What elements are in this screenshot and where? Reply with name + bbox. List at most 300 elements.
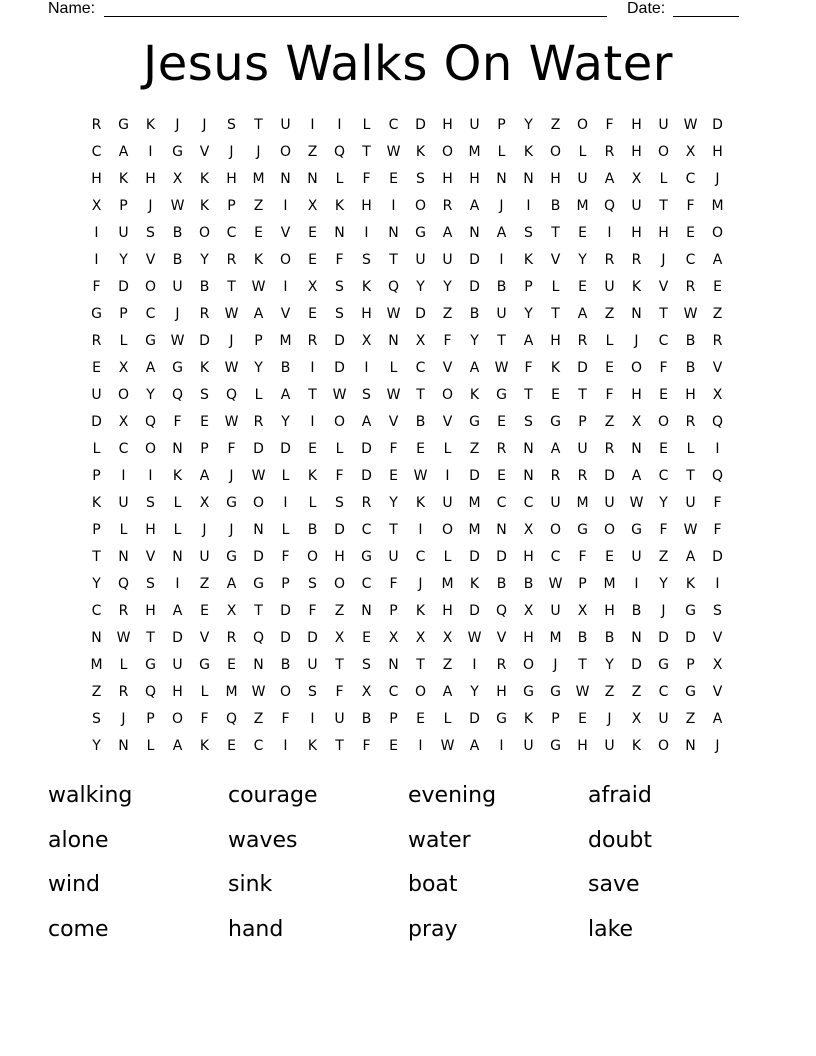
grid-letter: K <box>415 143 426 160</box>
header <box>48 0 748 22</box>
grid-letter: W <box>683 521 698 538</box>
grid-letter: G <box>658 656 669 673</box>
grid-letter: I <box>148 143 153 160</box>
grid-letter: I <box>364 359 369 376</box>
grid-letter: P <box>389 710 398 727</box>
word-list-item: evening <box>408 783 497 808</box>
grid-letter: Q <box>225 710 238 727</box>
grid-letter: Y <box>146 386 155 403</box>
grid-letter: B <box>415 413 426 430</box>
grid-letter: I <box>175 575 180 592</box>
grid-letter: P <box>578 575 587 592</box>
grid-letter: Z <box>307 143 318 160</box>
grid-letter: L <box>497 143 506 160</box>
grid-letter: L <box>578 143 587 160</box>
grid-letter: L <box>686 440 695 457</box>
grid-letter: G <box>577 521 588 538</box>
grid-letter: B <box>199 278 210 295</box>
grid-letter: X <box>361 332 372 349</box>
grid-letter: I <box>310 413 315 430</box>
grid-letter: O <box>603 521 616 538</box>
grid-letter: Q <box>711 467 724 484</box>
word-list-item: wind <box>48 872 101 897</box>
grid-letter: U <box>604 737 615 754</box>
grid-letter: F <box>200 710 209 727</box>
grid-letter: D <box>658 629 669 646</box>
grid-letter: G <box>550 413 561 430</box>
grid-letter: P <box>92 521 101 538</box>
grid-letter: D <box>415 116 426 133</box>
grid-letter: Z <box>658 548 669 565</box>
grid-letter: T <box>254 116 263 133</box>
grid-letter: T <box>389 251 398 268</box>
grid-letter: E <box>416 710 425 727</box>
grid-letter: Y <box>524 116 533 133</box>
grid-letter: H <box>442 170 453 187</box>
grid-letter: S <box>362 386 371 403</box>
grid-letter: H <box>577 737 588 754</box>
grid-letter: U <box>604 278 615 295</box>
grid-letter: C <box>496 494 507 511</box>
grid-letter: L <box>281 467 290 484</box>
grid-letter: U <box>172 656 183 673</box>
word-list-item: lake <box>588 916 634 942</box>
grid-letter: E <box>227 737 236 754</box>
grid-letter: E <box>308 251 317 268</box>
grid-letter: W <box>575 683 590 700</box>
grid-letter: A <box>253 305 264 322</box>
grid-letter: P <box>281 575 290 592</box>
grid-letter: P <box>227 197 236 214</box>
grid-letter: M <box>576 197 589 214</box>
grid-letter: O <box>630 359 643 376</box>
grid-letter: Z <box>604 305 615 322</box>
grid-letter: L <box>335 440 344 457</box>
grid-letter: G <box>118 116 129 133</box>
grid-letter: H <box>523 629 534 646</box>
date-label: Date: <box>627 0 666 17</box>
grid-letter: E <box>389 467 398 484</box>
grid-letter: X <box>685 143 696 160</box>
grid-letter: U <box>631 197 642 214</box>
word-list-item: courage <box>228 783 318 808</box>
grid-letter: G <box>550 737 561 754</box>
grid-letter: T <box>335 656 344 673</box>
grid-letter: T <box>551 305 560 322</box>
grid-letter: P <box>119 197 128 214</box>
grid-letter: L <box>146 737 155 754</box>
grid-letter: N <box>172 548 183 565</box>
grid-letter: U <box>280 116 291 133</box>
grid-letter: M <box>711 197 724 214</box>
grid-letter: L <box>551 278 560 295</box>
grid-letter: G <box>361 548 372 565</box>
grid-letter: R <box>685 413 696 430</box>
grid-letter: T <box>659 305 668 322</box>
grid-letter: U <box>172 278 183 295</box>
grid-letter: G <box>496 386 507 403</box>
grid-letter: K <box>253 251 264 268</box>
grid-letter: O <box>414 683 427 700</box>
grid-letter: E <box>308 305 317 322</box>
grid-letter: I <box>526 197 531 214</box>
grid-letter: T <box>497 332 506 349</box>
grid-letter: P <box>497 116 506 133</box>
grid-letter: I <box>283 197 288 214</box>
grid-letter: B <box>604 629 615 646</box>
grid-letter: S <box>335 278 344 295</box>
grid-letter: A <box>469 197 480 214</box>
grid-letter: K <box>199 170 210 187</box>
grid-letter: E <box>389 170 398 187</box>
grid-letter: R <box>496 440 507 457</box>
grid-letter: U <box>685 494 696 511</box>
grid-letter: P <box>524 278 533 295</box>
grid-letter: F <box>335 683 344 700</box>
grid-letter: R <box>118 683 129 700</box>
grid-letter: J <box>553 656 558 673</box>
grid-letter: X <box>712 656 723 673</box>
grid-letter: I <box>445 467 450 484</box>
grid-letter: L <box>119 332 128 349</box>
grid-letter: A <box>172 602 183 619</box>
grid-letter: L <box>335 170 344 187</box>
grid-letter: I <box>391 197 396 214</box>
grid-letter: E <box>227 656 236 673</box>
grid-letter: R <box>496 656 507 673</box>
grid-letter: N <box>361 602 372 619</box>
grid-letter: T <box>551 224 560 241</box>
grid-letter: U <box>415 251 426 268</box>
grid-letter: N <box>253 656 264 673</box>
grid-letter: C <box>253 737 264 754</box>
grid-letter: C <box>91 602 102 619</box>
grid-letter: R <box>577 332 588 349</box>
grid-letter: A <box>496 224 507 241</box>
grid-letter: D <box>280 629 291 646</box>
grid-letter: H <box>145 602 156 619</box>
grid-letter: T <box>416 656 425 673</box>
grid-letter: H <box>604 602 615 619</box>
grid-letter: U <box>307 656 318 673</box>
grid-letter: I <box>283 494 288 511</box>
grid-letter: H <box>442 602 453 619</box>
grid-letter: O <box>414 197 427 214</box>
grid-letter: G <box>631 521 642 538</box>
grid-letter: X <box>577 602 588 619</box>
grid-letter: V <box>442 413 453 430</box>
grid-letter: O <box>144 278 157 295</box>
grid-letter: U <box>388 548 399 565</box>
grid-letter: I <box>310 710 315 727</box>
grid-letter: F <box>335 251 344 268</box>
grid-letter: M <box>549 629 562 646</box>
grid-letter: S <box>146 575 155 592</box>
grid-letter: Q <box>711 413 724 430</box>
grid-letter: U <box>658 116 669 133</box>
grid-letter: G <box>496 710 507 727</box>
grid-letter: P <box>686 656 695 673</box>
grid-letter: N <box>388 224 399 241</box>
grid-letter: N <box>469 224 480 241</box>
grid-letter: R <box>361 494 372 511</box>
grid-letter: A <box>685 548 696 565</box>
grid-letter: O <box>441 143 454 160</box>
grid-letter: A <box>172 737 183 754</box>
grid-letter: N <box>307 170 318 187</box>
grid-letter: M <box>603 575 616 592</box>
grid-letter: X <box>712 386 723 403</box>
grid-letter: T <box>308 386 317 403</box>
grid-letter: Q <box>171 386 184 403</box>
word-list-item: alone <box>48 827 109 853</box>
grid-letter: Q <box>117 575 130 592</box>
grid-letter: F <box>686 197 695 214</box>
grid-letter: Z <box>550 116 561 133</box>
grid-letter: E <box>605 359 614 376</box>
grid-letter: K <box>361 278 372 295</box>
grid-letter: D <box>469 278 480 295</box>
grid-letter: F <box>92 278 101 295</box>
grid-letter: O <box>657 737 670 754</box>
grid-letter: H <box>631 116 642 133</box>
grid-letter: A <box>442 224 453 241</box>
grid-letter: G <box>145 332 156 349</box>
grid-letter: J <box>202 521 207 538</box>
grid-letter: U <box>550 494 561 511</box>
grid-letter: U <box>469 116 480 133</box>
grid-letter: V <box>145 548 156 565</box>
grid-letter: N <box>388 332 399 349</box>
grid-letter: K <box>199 737 210 754</box>
grid-letter: I <box>283 278 288 295</box>
grid-letter: Y <box>281 413 290 430</box>
grid-letter: Z <box>712 305 723 322</box>
grid-letter: C <box>118 440 129 457</box>
grid-letter: F <box>659 359 668 376</box>
grid-letter: R <box>226 251 237 268</box>
grid-letter: V <box>199 143 210 160</box>
grid-letter: T <box>92 548 101 565</box>
grid-letter: N <box>631 305 642 322</box>
grid-letter: Z <box>91 683 102 700</box>
grid-letter: O <box>279 683 292 700</box>
grid-letter: H <box>91 170 102 187</box>
grid-letter: Q <box>225 386 238 403</box>
grid-letter: W <box>224 413 239 430</box>
word-list-item: boat <box>408 872 458 897</box>
grid-letter: K <box>523 251 534 268</box>
grid-letter: C <box>361 575 372 592</box>
grid-letter: Q <box>603 197 616 214</box>
grid-letter: L <box>308 494 317 511</box>
grid-letter: R <box>118 602 129 619</box>
grid-letter: F <box>281 710 290 727</box>
grid-letter: T <box>254 602 263 619</box>
grid-letter: W <box>413 467 428 484</box>
grid-letter: Y <box>659 575 668 592</box>
grid-letter: B <box>685 332 696 349</box>
grid-letter: I <box>418 521 423 538</box>
grid-letter: K <box>523 143 534 160</box>
grid-letter: U <box>334 710 345 727</box>
grid-letter: F <box>713 521 722 538</box>
grid-letter: M <box>279 332 292 349</box>
grid-letter: K <box>415 602 426 619</box>
grid-letter: P <box>254 332 263 349</box>
grid-letter: J <box>715 737 720 754</box>
grid-letter: J <box>661 602 666 619</box>
word-list-item: sink <box>228 872 273 897</box>
grid-letter: D <box>91 413 102 430</box>
grid-letter: J <box>607 710 612 727</box>
grid-letter: Z <box>442 656 453 673</box>
grid-letter: I <box>310 116 315 133</box>
grid-letter: B <box>550 197 561 214</box>
grid-letter: I <box>94 224 99 241</box>
grid-letter: S <box>308 575 317 592</box>
grid-letter: L <box>200 683 209 700</box>
grid-letter: G <box>523 683 534 700</box>
grid-letter: W <box>251 683 266 700</box>
grid-letter: X <box>631 170 642 187</box>
grid-letter: K <box>550 359 561 376</box>
grid-letter: D <box>469 710 480 727</box>
grid-letter: U <box>442 251 453 268</box>
grid-letter: V <box>280 224 291 241</box>
grid-letter: J <box>175 305 180 322</box>
grid-letter: E <box>308 440 317 457</box>
word-list-item: afraid <box>588 783 652 808</box>
grid-letter: I <box>364 224 369 241</box>
grid-letter: D <box>604 467 615 484</box>
grid-letter: N <box>523 440 534 457</box>
grid-letter: O <box>117 386 130 403</box>
grid-letter: A <box>712 251 723 268</box>
grid-letter: O <box>711 224 724 241</box>
grid-letter: E <box>200 602 209 619</box>
grid-letter: F <box>524 359 533 376</box>
grid-letter: O <box>144 440 157 457</box>
grid-letter: D <box>334 521 345 538</box>
grid-letter: R <box>91 332 102 349</box>
grid-letter: U <box>658 710 669 727</box>
grid-letter: A <box>118 143 129 160</box>
grid-letter: T <box>335 737 344 754</box>
grid-letter: X <box>199 494 210 511</box>
grid-letter: D <box>469 548 480 565</box>
grid-letter: L <box>443 548 452 565</box>
grid-letter: J <box>175 116 180 133</box>
grid-letter: Z <box>604 413 615 430</box>
grid-letter: O <box>333 575 346 592</box>
grid-letter: G <box>253 575 264 592</box>
grid-letter: C <box>91 143 102 160</box>
grid-letter: I <box>310 359 315 376</box>
grid-letter: B <box>280 359 291 376</box>
grid-letter: A <box>712 710 723 727</box>
grid-letter: P <box>92 467 101 484</box>
grid-letter: H <box>145 521 156 538</box>
grid-letter: Y <box>659 494 668 511</box>
grid-letter: M <box>441 575 454 592</box>
grid-letter: O <box>333 413 346 430</box>
grid-letter: M <box>468 494 481 511</box>
grid-letter: K <box>334 197 345 214</box>
grid-letter: H <box>361 305 372 322</box>
grid-letter: O <box>306 548 319 565</box>
grid-letter: E <box>497 467 506 484</box>
grid-letter: H <box>226 170 237 187</box>
grid-letter: R <box>307 332 318 349</box>
grid-letter: J <box>418 575 423 592</box>
grid-letter: L <box>362 116 371 133</box>
grid-letter: S <box>308 683 317 700</box>
grid-letter: R <box>442 197 453 214</box>
grid-letter: U <box>91 386 102 403</box>
word-list-item: hand <box>228 916 284 942</box>
grid-letter: W <box>683 116 698 133</box>
grid-letter: B <box>577 629 588 646</box>
grid-letter: Z <box>334 602 345 619</box>
grid-letter: H <box>685 386 696 403</box>
grid-letter: W <box>386 305 401 322</box>
grid-letter: B <box>172 224 183 241</box>
grid-letter: X <box>307 278 318 295</box>
grid-letter: I <box>715 440 720 457</box>
grid-letter: A <box>145 359 156 376</box>
grid-letter: D <box>469 251 480 268</box>
grid-letter: I <box>634 575 639 592</box>
grid-letter: N <box>253 521 264 538</box>
grid-letter: H <box>145 170 156 187</box>
grid-letter: L <box>173 521 182 538</box>
grid-letter: F <box>389 440 398 457</box>
grid-letter: G <box>199 656 210 673</box>
grid-letter: A <box>604 170 615 187</box>
page-title: Jesus Walks On Water <box>143 36 673 92</box>
grid-letter: Q <box>495 602 508 619</box>
grid-letter: D <box>469 467 480 484</box>
grid-letter: Y <box>470 683 479 700</box>
grid-letter: C <box>415 548 426 565</box>
grid-letter: X <box>415 332 426 349</box>
grid-letter: H <box>523 548 534 565</box>
grid-letter: H <box>631 143 642 160</box>
grid-letter: C <box>415 359 426 376</box>
grid-letter: X <box>523 521 534 538</box>
grid-letter: U <box>577 170 588 187</box>
grid-letter: K <box>91 494 102 511</box>
grid-letter: T <box>416 386 425 403</box>
grid-letter: D <box>280 440 291 457</box>
grid-letter: K <box>685 575 696 592</box>
grid-letter: D <box>361 467 372 484</box>
grid-letter: E <box>254 224 263 241</box>
grid-letter: E <box>578 224 587 241</box>
grid-letter: W <box>683 305 698 322</box>
grid-letter: Y <box>578 251 587 268</box>
grid-letter: M <box>576 494 589 511</box>
grid-letter: U <box>631 548 642 565</box>
grid-letter: Z <box>604 683 615 700</box>
grid-letter: N <box>118 548 129 565</box>
grid-letter: V <box>550 251 561 268</box>
grid-letter: G <box>469 413 480 430</box>
grid-letter: R <box>577 467 588 484</box>
grid-letter: U <box>604 494 615 511</box>
grid-letter: H <box>631 224 642 241</box>
